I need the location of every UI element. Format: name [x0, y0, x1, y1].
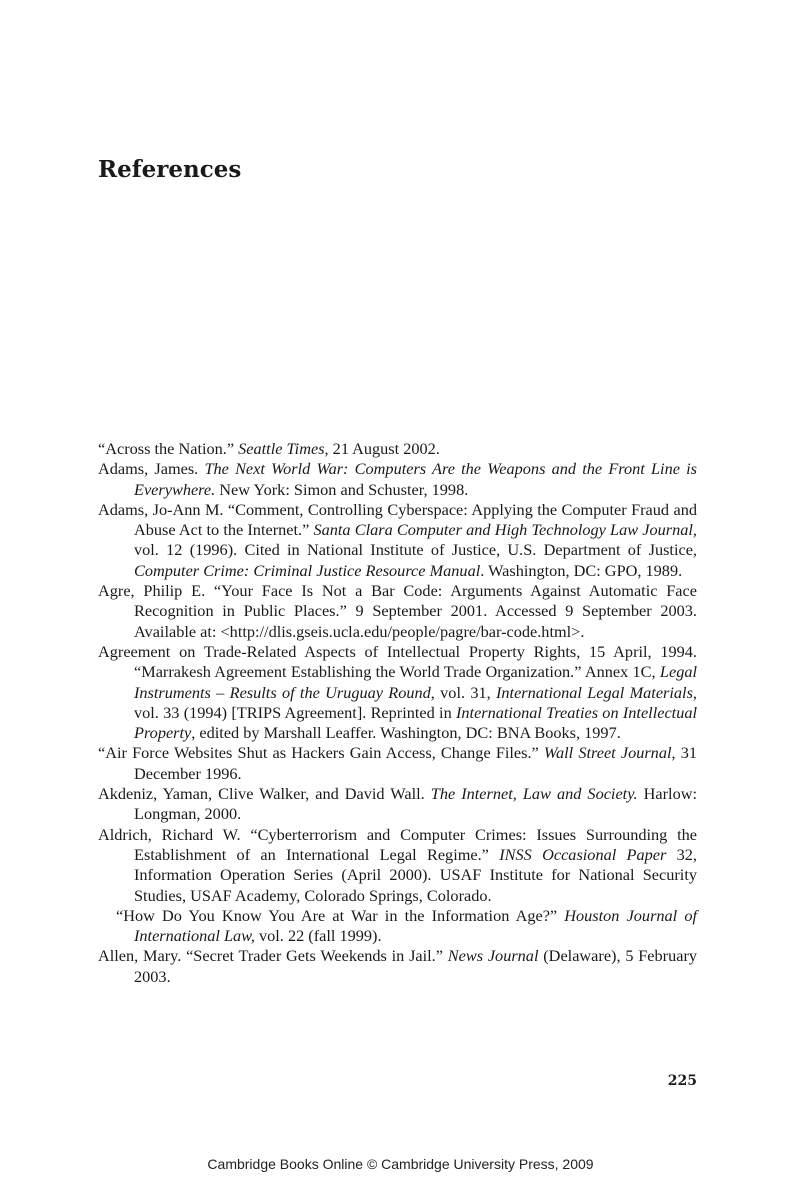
page-number: 225 [667, 1073, 697, 1089]
reference-entry [98, 784, 697, 825]
reference-title: Computer Crime: Criminal Justice Resource Manual [134, 560, 481, 580]
reference-title: International Treaties on Intellectual Property [134, 702, 697, 743]
reference-text: Akdeniz, Yaman, Clive Walker, and David Wall. [98, 784, 431, 804]
reference-entry [98, 500, 697, 581]
reference-title: Legal Instruments – Results of the Uruguay Round [134, 662, 697, 702]
reference-text: , vol. 12 (1996). Cited in National Institute of Justice, U.S. Department of Justice, [134, 520, 697, 560]
reference-text: Agreement on Trade-Related Aspects of Intellectual Property Rights, 15 April, 1994. “Marrakesh Agreement Establishing the World Trade Organization.” Annex 1C, [98, 641, 697, 682]
page-title: References [98, 156, 242, 183]
footer-copyright: Cambridge Books Online © Cambridge University Press, 2009 [207, 1156, 594, 1172]
reference-text: 32, Information Operation Series (April 2000). USAF Institute for National Security Studies, USAF Academy, Colorado Springs, Colorado. [134, 844, 698, 905]
reference-text: New York: Simon and Schuster, 1998. [215, 479, 469, 499]
reference-entry [98, 946, 697, 987]
reference-title: Houston Journal of International Law, [134, 905, 697, 946]
reference-text: “Across the Nation.” [98, 439, 239, 458]
reference-list [98, 439, 697, 987]
reference-entry [98, 439, 697, 459]
reference-text: “How Do You Know You Are at War in the Information Age?” [116, 905, 565, 925]
reference-entry [98, 906, 697, 947]
reference-text: (Delaware), 5 February 2003. [134, 946, 698, 986]
reference-text: Adams, Jo-Ann M. “Comment, Controlling Cyberspace: Applying the Computer Fraud and Abuse Act to the Internet.” [98, 499, 697, 540]
reference-entry [98, 825, 697, 906]
reference-text: Agre, Philip E. “Your Face Is Not a Bar Code: Arguments Against Automatic Face Recognition in Public Places.” 9 September 2001. Accessed 9 September 2003. Available at: <http://dlis.gseis.ucla.edu/people/pagre/bar-code.html>. [98, 581, 697, 641]
reference-title: Santa Clara Computer and High Technology Law Journal [313, 520, 693, 540]
reference-title: The Internet, Law and Society. [430, 784, 638, 804]
reference-text: Harlow: Longman, 2000. [134, 784, 697, 824]
reference-text: . Washington, DC: GPO, 1989. [480, 560, 683, 580]
reference-title: Wall Street Journal [543, 743, 672, 763]
reference-entry [98, 581, 697, 642]
reference-text: “Air Force Websites Shut as Hackers Gain Access, Change Files.” [98, 743, 544, 763]
reference-text: vol. 22 (fall 1999). [254, 926, 382, 946]
reference-title: News Journal [447, 946, 539, 966]
reference-text: , edited by Marshall Leaffer. Washington, DC: BNA Books, 1997. [191, 723, 621, 743]
reference-title: The Next World War: Computers Are the Weapons and the Front Line is Everywhere. [134, 459, 697, 499]
reference-text: Allen, Mary. “Secret Trader Gets Weekends in Jail.” [98, 946, 448, 966]
reference-entry [98, 743, 697, 784]
reference-title: Seattle Times [238, 439, 325, 458]
reference-text: , vol. 31, [430, 682, 496, 702]
reference-text: Adams, James. [98, 459, 205, 479]
reference-text: , 31 December 1996. [134, 743, 697, 783]
reference-text: Aldrich, Richard W. “Cyberterrorism and Computer Crimes: Issues Surrounding the Establishment of an International Legal Regime.” [98, 824, 697, 864]
reference-title: INSS Occasional Paper [499, 844, 667, 864]
reference-entry [98, 642, 697, 743]
reference-text: , vol. 33 (1994) [TRIPS Agreement]. Reprinted in [134, 682, 697, 722]
reference-entry [98, 459, 697, 500]
reference-text: , 21 August 2002. [324, 439, 440, 458]
reference-title: International Legal Materials [496, 682, 693, 702]
